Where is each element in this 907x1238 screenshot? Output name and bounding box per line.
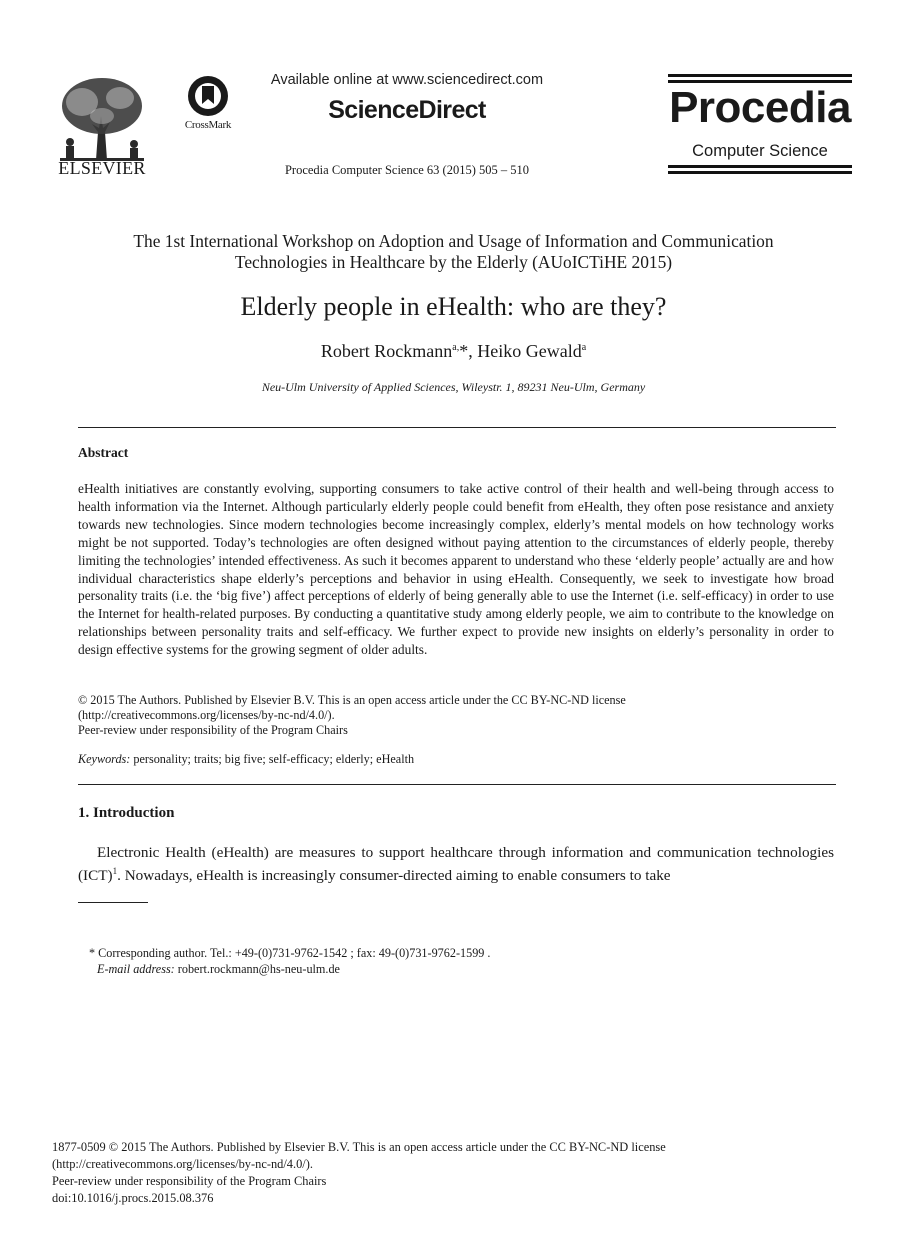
corresponding-marker[interactable]: *	[459, 341, 469, 361]
logo-bar-top	[668, 74, 852, 77]
procedia-logo	[668, 72, 852, 176]
email-label: E-mail address:	[97, 962, 175, 976]
author-separator: ,	[468, 341, 478, 361]
footnote-reference[interactable]: 1	[112, 866, 118, 876]
intro-text-continued: . Nowadays, eHealth is increasingly consumer-directed aiming to enable consumers to take	[117, 867, 671, 885]
paper-title: Elderly people in eHealth: who are they?	[240, 292, 667, 321]
footnote-divider	[78, 902, 148, 903]
workshop-line-1: The 1st International Workshop on Adoption and Usage of Information and Communication	[133, 231, 774, 251]
introduction-heading: 1. Introduction	[78, 805, 175, 821]
workshop-line-2: Technologies in Healthcare by the Elderly (AUoICTiHE 2015)	[234, 252, 673, 272]
logo-bar-bottom-2	[668, 171, 852, 174]
abstract-heading: Abstract	[78, 445, 129, 460]
section-divider	[78, 784, 836, 785]
email-note	[97, 962, 340, 977]
elsevier-logo	[52, 72, 152, 180]
workshop-name	[60, 231, 847, 273]
affiliation: Neu-Ulm University of Applied Sciences, Wileystr. 1, 89231 Neu-Ulm, Germany	[261, 380, 646, 394]
author-affiliation-mark: a,	[452, 342, 460, 353]
journal-reference: Procedia Computer Science 63 (2015) 505 – 510	[284, 163, 530, 177]
copyright-notice: © 2015 The Authors. Published by Elsevier B.V. This is an open access article under the CC BY-NC-ND license	[78, 693, 626, 707]
intro-text: Electronic Health (eHealth) are measures to support healthcare through information and communication technologies (ICT)	[78, 844, 834, 885]
issn-license-line: 1877-0509 © 2015 The Authors. Published by Elsevier B.V. This is an open access article under the CC BY-NC-ND license	[52, 1140, 666, 1154]
license-link[interactable]: (http://creativecommons.org/licenses/by-nc-nd/4.0/).	[78, 708, 335, 722]
keywords	[78, 752, 838, 767]
keywords-label: Keywords:	[78, 752, 131, 766]
keywords-list: personality; traits; big five; self-efficacy; elderly; eHealth	[130, 752, 415, 766]
author-affiliation-mark: a	[581, 342, 587, 353]
doi-line[interactable]: doi:10.1016/j.procs.2015.08.376	[52, 1191, 214, 1205]
peer-review-note: Peer-review under responsibility of the Program Chairs	[78, 723, 348, 737]
elsevier-wordmark: ELSEVIER	[58, 158, 146, 178]
introduction-paragraph	[78, 843, 834, 885]
peer-review-line: Peer-review under responsibility of the Program Chairs	[52, 1174, 327, 1188]
bottom-matter	[52, 1139, 852, 1207]
sciencedirect-brand[interactable]: ScienceDirect	[328, 96, 486, 124]
available-online-text: Available online at www.sciencedirect.com	[270, 72, 544, 88]
email-address[interactable]: robert.rockmann@hs-neu-ulm.de	[174, 962, 340, 976]
author-name: Robert Rockmann	[320, 341, 453, 361]
author-list	[60, 341, 847, 362]
author-name: Heiko Gewald	[477, 341, 582, 361]
procedia-wordmark: Procedia	[669, 83, 851, 132]
license-link-bottom[interactable]: (http://creativecommons.org/licenses/by-nc-nd/4.0/).	[52, 1157, 313, 1171]
logo-bar-bottom	[668, 165, 852, 168]
section-divider	[78, 427, 836, 428]
corresponding-author-note: * Corresponding author. Tel.: +49-(0)731-9762-1542 ; fax: 49-(0)731-9762-1599 .	[89, 946, 491, 960]
abstract-body: eHealth initiatives are constantly evolving, supporting consumers to take active control of their health and well-being through access to health information via the Internet. Although particularly elderly people could benefit from eHealth, they often pose resistance and anxiety towards new technologies. Since modern technologies become increasingly complex, elderly’s mental models on how technology works might be not supported. Today’s technologies are often designed without paying attention to the circumstances of elderly people, thereby limiting the technologies’ intended effectiveness. As such it becomes apparent to understand who these ‘elderly people’ actually are and how individual characteristics shape elderly’s perceptions and behavior in using eHealth. Consequently, we seek to investigate how broad personality traits (i.e. the ‘big five’) affect perceptions of elderly of being generally able to use the Internet (i.e. self-efficacy) in order to use the Internet for health-related purposes. By conducting a quantitative study among elderly people, we aim to contribute to the knowledge on relationships between personality traits and self-efficacy. We further expect to provide new insights on elderly’s personality in order to design effective systems for the growing segment of older adults.	[78, 481, 834, 658]
procedia-subtitle: Computer Science	[692, 142, 828, 160]
crossmark-label: CrossMark	[184, 119, 232, 131]
